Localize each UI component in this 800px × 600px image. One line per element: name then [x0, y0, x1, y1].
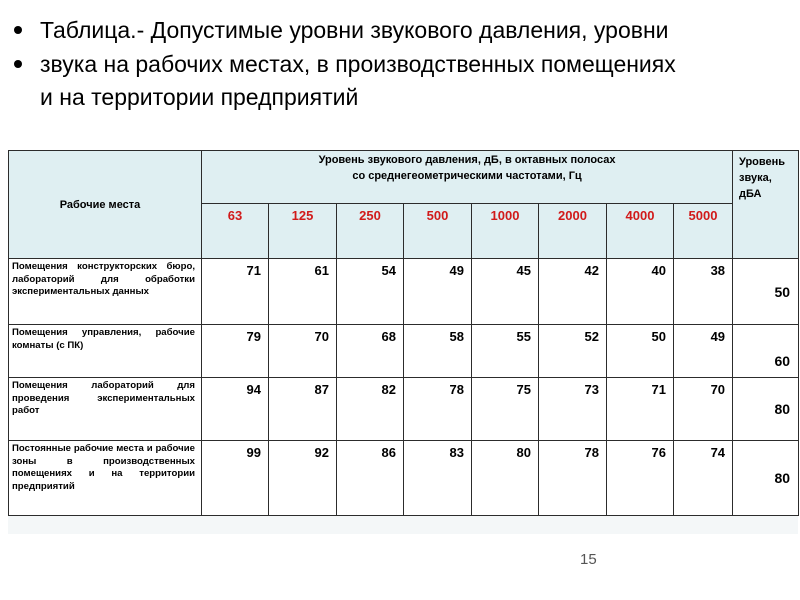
value-cell: 49: [404, 259, 472, 325]
table-row: [9, 441, 799, 516]
table-row: [9, 378, 799, 441]
value-cell: 78: [539, 441, 607, 516]
table-row: [9, 325, 799, 378]
value-cell: 71: [202, 259, 269, 325]
freq-4000-header: 4000: [607, 204, 674, 259]
freq-500-header: 500: [404, 204, 472, 259]
value-cell: 70: [674, 378, 733, 441]
value-cell: 82: [337, 378, 404, 441]
value-cell: 87: [269, 378, 337, 441]
workplace-name: Помещения управления, рабочие комнаты (с ПК): [9, 325, 202, 378]
value-cell: 38: [674, 259, 733, 325]
title-bullet-2: [14, 48, 794, 114]
slide-title: [14, 14, 794, 114]
group-header-line-1: Уровень звукового давления, дБ, в октавных полосах: [318, 154, 616, 166]
bullet-dot-icon: [14, 60, 22, 68]
pressure-group-header: [202, 151, 733, 204]
dba-value: 60: [733, 325, 799, 378]
noise-levels-table: [8, 150, 799, 516]
value-cell: 80: [472, 441, 539, 516]
workplace-name: Постоянные рабочие места и рабочие зоны в производственных помещениях и на территории предприятий: [9, 441, 202, 516]
value-cell: 50: [607, 325, 674, 378]
dba-value: 80: [733, 378, 799, 441]
value-cell: 49: [674, 325, 733, 378]
place-header: Рабочие места: [9, 151, 202, 259]
dba-value: 50: [733, 259, 799, 325]
value-cell: 73: [539, 378, 607, 441]
value-cell: 45: [472, 259, 539, 325]
title-line-1: Таблица.- Допустимые уровни звукового давления, уровни: [40, 17, 669, 43]
value-cell: 76: [607, 441, 674, 516]
title-line-2b: и на территории предприятий: [40, 84, 359, 110]
freq-5000-header: 5000: [674, 204, 733, 259]
value-cell: 52: [539, 325, 607, 378]
page-number: 15: [580, 551, 597, 568]
value-cell: 86: [337, 441, 404, 516]
title-bullet-1: [14, 14, 794, 47]
value-cell: 92: [269, 441, 337, 516]
value-cell: 75: [472, 378, 539, 441]
freq-2000-header: 2000: [539, 204, 607, 259]
value-cell: 42: [539, 259, 607, 325]
value-cell: 78: [404, 378, 472, 441]
value-cell: 54: [337, 259, 404, 325]
value-cell: 40: [607, 259, 674, 325]
value-cell: 58: [404, 325, 472, 378]
value-cell: 94: [202, 378, 269, 441]
value-cell: 74: [674, 441, 733, 516]
value-cell: 79: [202, 325, 269, 378]
value-cell: 71: [607, 378, 674, 441]
value-cell: 99: [202, 441, 269, 516]
sound-level-header: Уровень звука, дБА: [733, 151, 799, 259]
value-cell: 70: [269, 325, 337, 378]
workplace-name: Помещения лабораторий для проведения экспериментальных работ: [9, 378, 202, 441]
group-header-line-2: со среднегеометрическими частотами, Гц: [352, 170, 582, 182]
bullet-dot-icon: [14, 26, 22, 34]
value-cell: 61: [269, 259, 337, 325]
value-cell: 68: [337, 325, 404, 378]
value-cell: 55: [472, 325, 539, 378]
table-header-row: [9, 151, 799, 204]
freq-1000-header: 1000: [472, 204, 539, 259]
title-line-2a: звука на рабочих местах, в производственных помещениях: [40, 51, 676, 77]
freq-63-header: 63: [202, 204, 269, 259]
workplace-name: Помещения конструкторских бюро, лабораторий для обработки экспериментальных данных: [9, 259, 202, 325]
dba-value: 80: [733, 441, 799, 516]
table-row: [9, 259, 799, 325]
freq-250-header: 250: [337, 204, 404, 259]
freq-125-header: 125: [269, 204, 337, 259]
value-cell: 83: [404, 441, 472, 516]
